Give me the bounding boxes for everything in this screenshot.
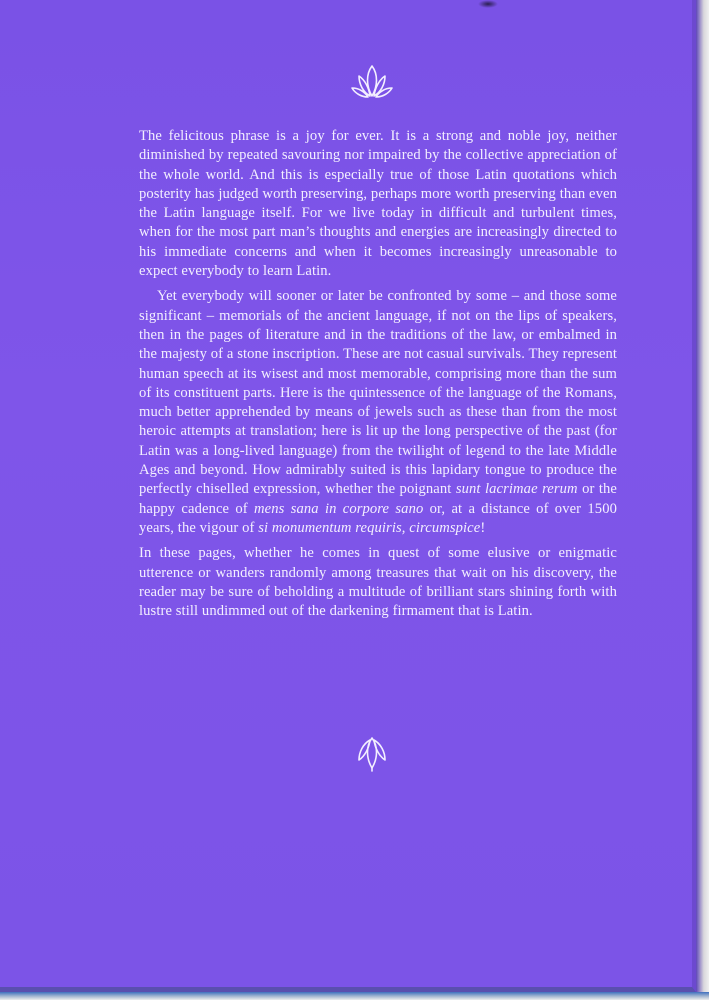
blurb-paragraph-2-text-a: Yet everybody will sooner or later be confronted by some – and those some significant – memorials of the ancient language, if not on the lips of speakers, then in the pages of literature and in the traditions of the law, or embalmed in the majesty of a stone inscription. These are not casual survivals. They represent human speech at its wisest and most memorable, comprising more than the sum of its constituent parts. Here is the quintessence of the language of the Romans, much better apprehended by means of jewels such as these than from the most heroic attempts at translation; here is lit up the long perspective of the past (for Latin was a long-lived language) from the twilight of legend to the late Middle Ages and beyond. How admirably suited is this lapidary tongue to produce the perfectly chiselled expression, whether the poignant [139, 288, 617, 498]
blurb-paragraph-1: The felicitous phrase is a joy for ever. It is a strong and noble joy, neither diminished by repeated savouring nor impaired by the collective appreciation of the whole world. And this is especially true of those Latin quotations which posterity has judged worth preserving, perhaps more worth preserving than even the Latin language itself. For we live today in difficult and turbulent times, when for the most part man’s thoughts and energies are increasingly directed to his immediate concerns and when it becomes increasingly unreasonable to expect everybody to learn Latin. [139, 128, 617, 280]
blurb-paragraph-2-text-d: ! [480, 519, 486, 536]
cover-bottom-edge [0, 992, 709, 1000]
latin-quote-sunt-lacrimae-rerum: sunt lacrimae rerum [455, 481, 578, 498]
blurb-paragraph-2-text-b: or the happy cadence of [139, 481, 618, 517]
lotus-ornament-top-icon [349, 62, 395, 100]
blurb-paragraph-2 [139, 287, 617, 538]
lotus-ornament-bottom-icon [349, 734, 395, 772]
cover-scuff-mark [478, 0, 498, 8]
back-cover-blurb [139, 127, 617, 627]
blurb-paragraph-3: In these pages, whether he comes in quest of some elusive or enigmatic utterence or wanders randomly among treasures that wait on his discovery, the reader may be sure of beholding a multitude of brilliant stars shining forth with lustre still undimmed out of the darkening firmament that is Latin. [139, 545, 617, 620]
blurb-paragraph-2-text-c: or, at a distance of over 1500 years, the vigour of [139, 500, 617, 536]
cover-right-edge [696, 0, 709, 1000]
latin-quote-si-monumentum: si monumentum requiris, circumspice [258, 519, 481, 536]
latin-quote-mens-sana: mens sana in corpore sano [254, 500, 424, 517]
